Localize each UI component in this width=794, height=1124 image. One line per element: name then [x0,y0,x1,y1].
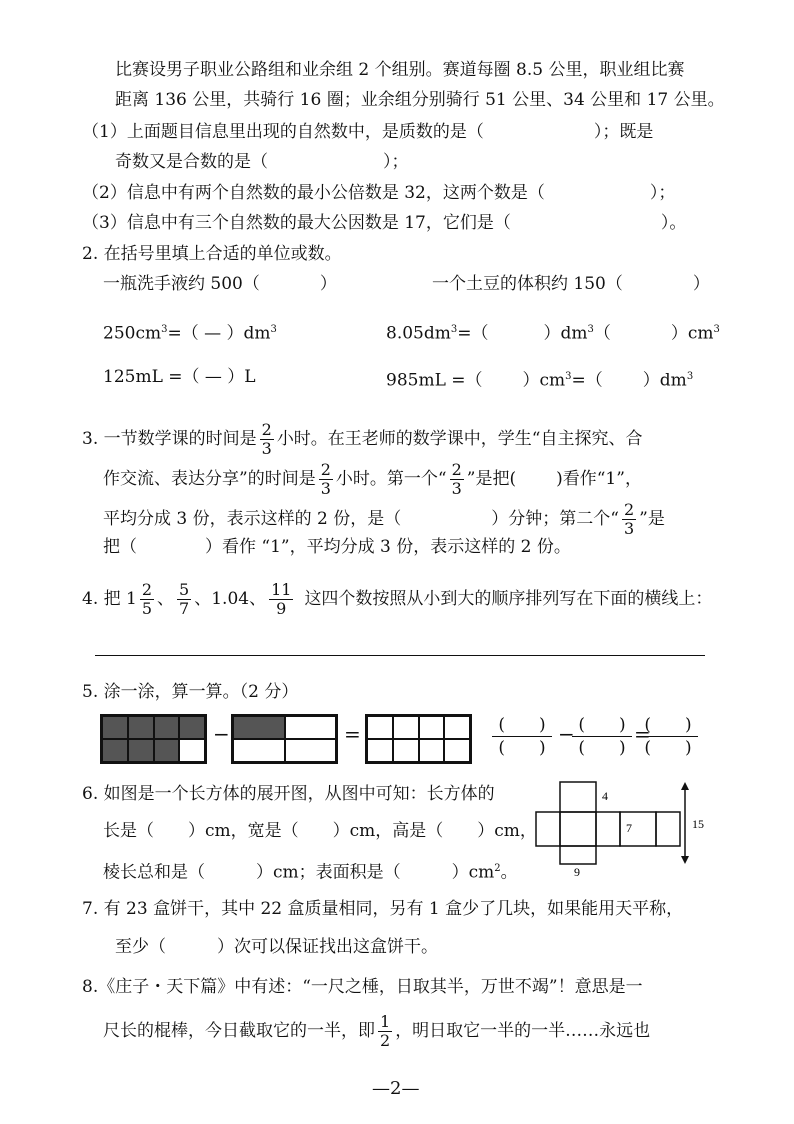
sup-3: 3 [161,324,168,335]
shading-grid-1[interactable] [100,714,207,764]
intro-line-2: 距离 136 公里，共骑行 16 圈；业余组分别骑行 51 公里、34 公里和 17 公里。 [115,90,725,110]
sub-question-2-text: （2）信息中有两个自然数的最小公倍数是 32，这两个数是（ [82,183,545,203]
problem-4 [82,575,712,623]
sup-3: 3 [450,324,458,335]
answer-fraction-1[interactable]: ( ) ( ) [492,714,552,759]
problem-2-d [386,318,720,346]
problem-2-d-2: =（ [457,323,489,344]
cuboid-net-diagram [530,778,720,878]
grid-cell[interactable] [179,716,205,739]
problem-2-f-4: ）dm [642,370,687,391]
problem-3-line-4: 把（ ）看作 “1”，平均分成 3 份，表示这样的 2 份。 [103,537,571,557]
sup-3: 3 [713,324,720,335]
grid-cell[interactable] [393,716,419,739]
grid-cell[interactable] [444,739,470,762]
problem-6-line-2: 长是（ ）cm，宽是（ ）cm，高是（ ）cm， [103,821,537,841]
problem-3-l2b: 小时。第一个“ [335,469,447,489]
sup-3: 3 [686,371,694,382]
equals-sign: = [634,722,651,746]
grid-cell[interactable] [154,739,180,762]
sub-question-1a-text: （1）上面题目信息里出现的自然数中，是质数的是（ [82,122,484,142]
grid-cell[interactable] [128,739,154,762]
problem-8-l2a: 尺长的棍棒，今日截取它的一半，即 [103,1021,375,1041]
fraction-5-7: $\frac{5}{7}$ [179,580,190,618]
sub-question-2 [82,181,675,205]
sub-question-1a-end: ）；既是 [593,122,654,142]
problem-6-l3a: 棱长总和是（ ）cm；表面积是（ ）cm [103,862,495,883]
problem-5-title: 5. 涂一涂，算一算。（2 分） [82,682,299,702]
problem-3-l2d: )看作“1”， [556,469,642,489]
sub-question-1b [115,150,409,174]
fraction-11-9: $\frac{11}{9}$ [271,580,292,618]
problem-3-l1b: 小时。在王老师的数学课中，学生“自主探究、合 [276,429,643,449]
grid-cell[interactable] [102,739,128,762]
answer-fraction-3[interactable]: ( ) ( ) [638,714,698,759]
dim-9-label: 9 [574,865,580,878]
dim-7-label: 7 [626,821,632,835]
problem-2-c-2: =（ — ）dm [167,323,271,344]
problem-4-sep1: 、 [157,589,175,609]
sub-question-3 [82,211,686,235]
problem-2-f-2: ）cm [522,370,566,391]
sub-question-3-text: （3）信息中有三个自然数的最大公因数是 17，它们是（ [82,213,511,233]
problem-3-l3a: 平均分成 3 份，表示这样的 2 份，是（ [103,509,402,529]
sup-2: 2 [494,863,501,874]
grid-cell[interactable] [102,716,128,739]
minus-sign: − [558,722,575,746]
problem-3-l3b: ）分钟；第二个“ [491,509,619,529]
problem-6-line-3 [103,857,518,885]
problem-4-sep2: 、1.04、 [194,589,267,609]
grid-cell[interactable] [233,739,285,762]
sub-question-1b-text: 奇数又是合数的是（ [115,152,268,172]
problem-2-d-1: 8.05dm [386,323,451,344]
fraction-two-thirds: $\frac{2}{3}$ [451,460,462,498]
grid-cell[interactable] [367,739,393,762]
problem-2-f-1: 985mL =（ [386,370,483,391]
sup-3: 3 [565,371,572,382]
problem-2-d-3: ）dm [543,323,588,344]
page-number: —2— [372,1078,420,1099]
dim-15-label: 15 [692,817,704,831]
sub-question-1a [82,120,653,144]
problem-2-e: 125mL =（ — ）L [103,367,256,387]
problem-2-f [386,365,693,393]
problem-7-line-2: 至少（ ）次可以保证找出这盒饼干。 [115,937,438,957]
problem-2-c [103,318,277,346]
answer-fraction-2[interactable]: ( ) ( ) [572,714,632,759]
problem-2-f-3: =（ [571,370,603,391]
grid-cell[interactable] [285,716,337,739]
grid-cell[interactable] [233,716,285,739]
problem-3-l3c: ”是 [639,509,665,529]
problem-2-title: 2. 在括号里填上合适的单位或数。 [82,244,342,264]
problem-2-d-4: （ [593,323,611,344]
grid-cell[interactable] [393,739,419,762]
grid-cell[interactable] [419,739,445,762]
dim-4-label: 4 [602,789,608,803]
fraction-two-thirds: $\frac{2}{3}$ [623,500,635,538]
fraction-two-thirds: $\frac{2}{3}$ [261,420,272,458]
problem-3-l1a: 3. 一节数学课的时间是 [82,429,257,449]
intro-line-1: 比赛设男子职业公路组和业余组 2 个组别。赛道每圈 8.5 公里，职业组比赛 [115,60,685,80]
problem-7-line-1: 7. 有 23 盒饼干，其中 22 盒质量相同，另有 1 盒少了几块，如果能用天平称， [82,899,684,919]
problem-2-c-1: 250cm [103,323,162,344]
problem-2-b-text: 一个土豆的体积约 150（ [432,274,623,294]
problem-3-l2c: ”是把( [466,469,517,489]
problem-8-l2b: ，明日取它一半的一半……永远也 [395,1021,651,1041]
problem-6-line-1: 6. 如图是一个长方体的展开图，从图中可知：长方体的 [82,784,495,804]
problem-2-b [432,272,710,296]
grid-cell[interactable] [444,716,470,739]
problem-4-b: 这四个数按照从小到大的顺序排列写在下面的横线上： [304,589,713,609]
answer-line[interactable] [95,655,705,656]
grid-cell[interactable] [419,716,445,739]
problem-3-l2a: 作交流、表达分享”的时间是 [103,469,316,489]
grid-cell[interactable] [128,716,154,739]
problem-6-l3b: 。 [500,862,518,883]
grid-cell[interactable] [367,716,393,739]
fraction-one-half: $\frac{1}{2}$ [380,1012,391,1050]
sub-question-2-end: ）； [649,183,676,203]
shading-grid-3[interactable] [365,714,472,764]
sub-question-1b-end: ）； [383,152,409,172]
sub-question-3-end: ）。 [660,213,687,233]
grid-cell[interactable] [154,716,180,739]
problem-8-line-2 [103,1007,650,1055]
problem-2-a-end: ） [319,274,337,294]
shading-grid-2[interactable] [231,714,338,764]
equals-sign: = [344,722,361,746]
fraction-two-thirds: $\frac{2}{3}$ [320,460,331,498]
minus-sign: − [213,722,230,746]
problem-2-b-end: ） [692,274,710,294]
problem-8-line-1: 8.《庄子・天下篇》中有述：“一尺之棰，日取其半，万世不竭”！意思是一 [82,977,643,997]
problem-2-a [103,272,337,296]
grid-cell[interactable] [285,739,337,762]
problem-4-a: 4. 把 1 [82,589,137,609]
sup-3: 3 [587,324,594,335]
grid-cell[interactable] [179,739,205,762]
problem-2-d-5: ）cm [670,323,714,344]
fraction-2-5: $\frac{2}{5}$ [141,580,153,618]
sup-3: 3 [270,324,277,335]
problem-2-a-text: 一瓶洗手液约 500（ [103,274,260,294]
